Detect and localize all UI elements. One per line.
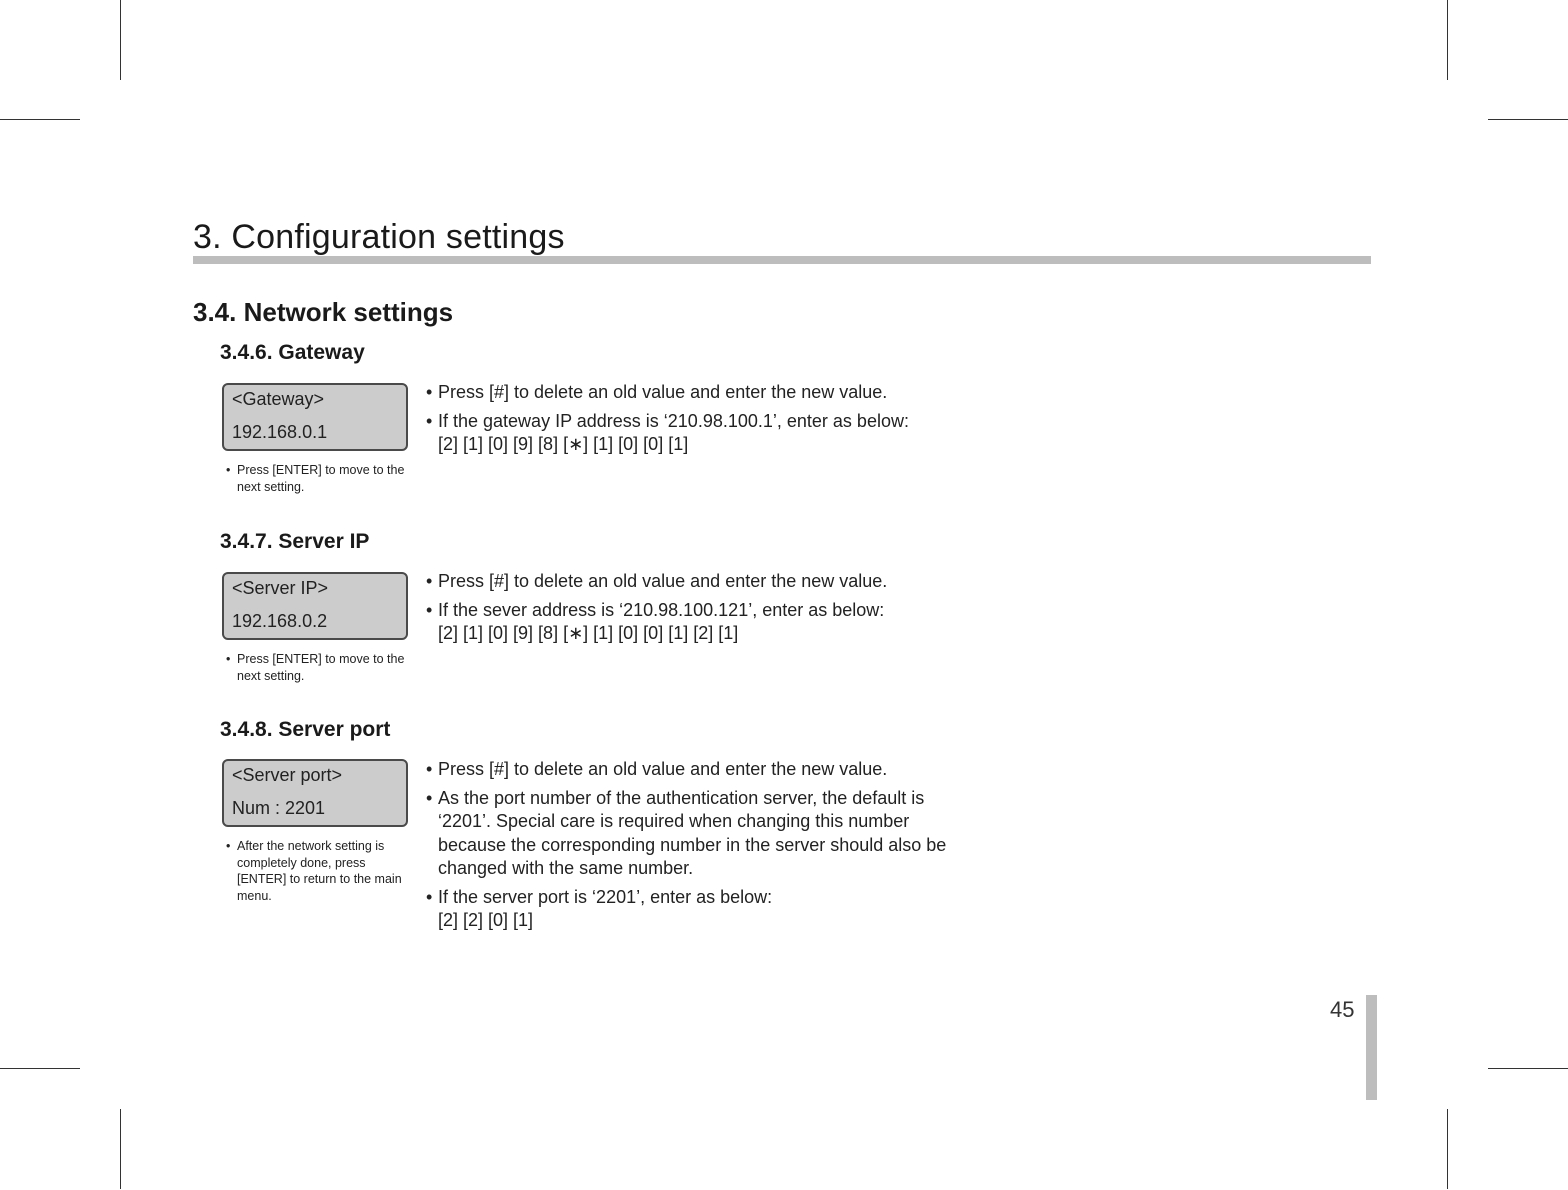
bullet-text: Press [#] to delete an old value and enter the new value. [438, 571, 888, 591]
chapter-title: 3. Configuration settings [193, 218, 565, 256]
bullet-text: Press [#] to delete an old value and enter the new value. [438, 382, 888, 402]
bullet-text: If the gateway IP address is ‘210.98.100.1’, enter as below: [438, 410, 909, 431]
list-item [426, 410, 966, 457]
crop-mark [1447, 1109, 1448, 1189]
key-sequence: [2] [2] [0] [1] [438, 910, 534, 930]
lcd-label: <Server IP> [232, 578, 329, 598]
lcd-display-gateway [222, 383, 408, 451]
bullet-text: Press [#] to delete an old value and enter the new value. [438, 759, 888, 779]
list-item [426, 381, 966, 405]
note-server-ip [226, 651, 416, 684]
crop-mark [120, 0, 121, 80]
list-item [426, 599, 966, 646]
chapter-rule [193, 256, 1371, 264]
lcd-value: Num : 2201 [232, 798, 326, 818]
section-title: 3.4. Network settings [193, 297, 454, 327]
crop-mark [0, 119, 80, 120]
bullet-list-server-port [426, 758, 966, 938]
bullet-symbol: • [426, 886, 433, 907]
bullet-symbol: • [426, 410, 433, 431]
page-number: 45 [1330, 997, 1355, 1022]
subsection-title-server-port: 3.4.8. Server port [220, 718, 391, 741]
bullet-symbol: • [426, 787, 433, 808]
bullet-symbol: • [426, 571, 433, 591]
bullet-text: If the sever address is ‘210.98.100.121’, enter as below: [438, 599, 885, 620]
bullet-symbol: • [226, 652, 231, 666]
note-server-port [226, 838, 404, 904]
lcd-value: 192.168.0.1 [232, 422, 328, 442]
bullet-symbol: • [426, 382, 433, 402]
lcd-display-server-ip [222, 572, 408, 640]
lcd-label: <Gateway> [232, 389, 325, 409]
bullet-symbol: • [226, 839, 231, 853]
bullet-text: If the server port is ‘2201’, enter as below: [438, 886, 773, 907]
crop-mark [120, 1109, 121, 1189]
bullet-list-gateway [426, 381, 966, 462]
subsection-title-server-ip: 3.4.7. Server IP [220, 530, 370, 553]
bullet-symbol: • [426, 599, 433, 620]
key-sequence: [2] [1] [0] [9] [8] [∗] [1] [0] [0] [1] [438, 434, 689, 454]
list-item [426, 758, 966, 782]
bullet-text: As the port number of the authentication server, the default is ‘2201’. Special care is required when changing this number because the corresponding number in the server should also be changed with the same number. [438, 787, 947, 878]
bullet-symbol: • [226, 463, 231, 477]
bullet-symbol: • [426, 759, 433, 779]
page-marker-bar [1366, 995, 1377, 1100]
note-text: Press [ENTER] to move to the next setting. [237, 463, 405, 494]
lcd-label: <Server port> [232, 765, 343, 785]
lcd-display-server-port [222, 759, 408, 827]
key-sequence: [2] [1] [0] [9] [8] [∗] [1] [0] [0] [1] [2] [1] [438, 623, 739, 643]
list-item [426, 570, 966, 594]
list-item [426, 787, 966, 881]
crop-mark [1447, 0, 1448, 80]
note-text: Press [ENTER] to move to the next setting. [237, 652, 405, 683]
crop-mark [1488, 119, 1568, 120]
bullet-list-server-ip [426, 570, 966, 651]
crop-mark [1488, 1068, 1568, 1069]
note-gateway [226, 462, 416, 495]
note-text: After the network setting is completely done, press [ENTER] to return to the main menu. [237, 839, 402, 903]
subsection-title-gateway: 3.4.6. Gateway [220, 341, 365, 364]
crop-mark [0, 1068, 80, 1069]
list-item [426, 886, 966, 933]
lcd-value: 192.168.0.2 [232, 611, 328, 631]
